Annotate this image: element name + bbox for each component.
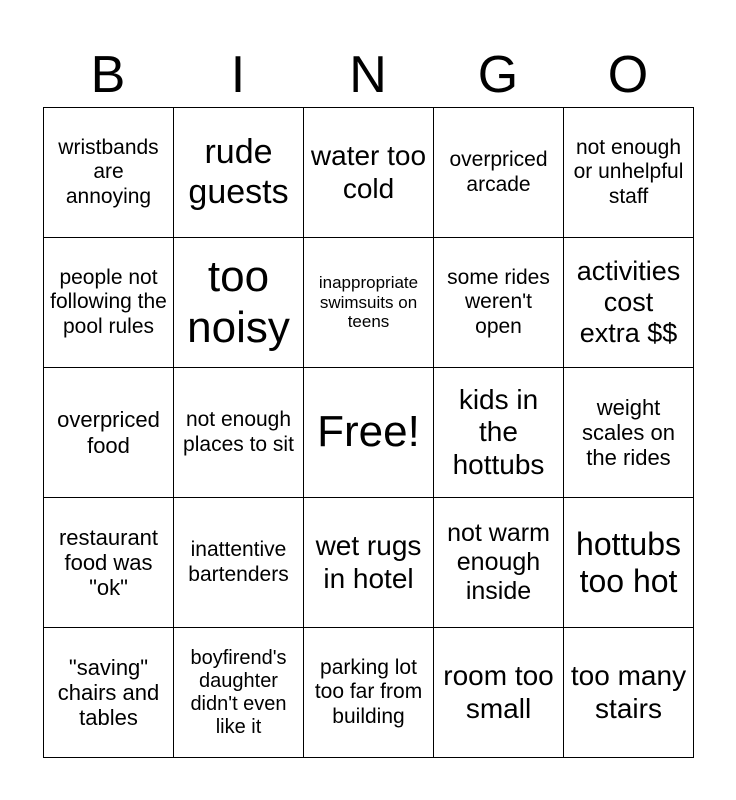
bingo-cell[interactable]: boyfirend's daughter didn't even like it [174, 628, 304, 758]
bingo-cell[interactable]: restaurant food was "ok" [44, 498, 174, 628]
bingo-cell[interactable]: not enough or unhelpful staff [564, 108, 694, 238]
bingo-cell[interactable]: inattentive bartenders [174, 498, 304, 628]
board-row-2 [44, 238, 694, 368]
free-space-cell[interactable]: Free! [304, 368, 434, 498]
bingo-cell[interactable]: too noisy [174, 238, 304, 368]
bingo-cell[interactable]: not enough places to sit [174, 368, 304, 498]
bingo-cell[interactable]: people not following the pool rules [44, 238, 174, 368]
bingo-cell[interactable]: inappropriate swimsuits on teens [304, 238, 434, 368]
bingo-cell[interactable]: water too cold [304, 108, 434, 238]
bingo-cell[interactable]: not warm enough inside [434, 498, 564, 628]
bingo-board [43, 107, 694, 758]
board-row-5 [44, 628, 694, 758]
bingo-cell[interactable]: room too small [434, 628, 564, 758]
bingo-cell[interactable]: wet rugs in hotel [304, 498, 434, 628]
bingo-cell[interactable]: weight scales on the rides [564, 368, 694, 498]
bingo-cell[interactable]: wristbands are annoying [44, 108, 174, 238]
bingo-cell[interactable]: too many stairs [564, 628, 694, 758]
board-row-1 [44, 108, 694, 238]
bingo-cell[interactable]: parking lot too far from building [304, 628, 434, 758]
bingo-cell[interactable]: hottubs too hot [564, 498, 694, 628]
bingo-cell[interactable]: "saving" chairs and tables [44, 628, 174, 758]
bingo-cell[interactable]: overpriced food [44, 368, 174, 498]
bingo-cell[interactable]: kids in the hottubs [434, 368, 564, 498]
header-letter-o: O [607, 46, 649, 104]
header-letter-n: N [349, 46, 387, 104]
header-letter-g: G [477, 46, 519, 104]
header-letter-i: I [230, 46, 246, 104]
header-letter-b: B [90, 46, 126, 104]
board-row-3 [44, 368, 694, 498]
bingo-header [43, 44, 693, 106]
board-row-4 [44, 498, 694, 628]
bingo-cell[interactable]: some rides weren't open [434, 238, 564, 368]
bingo-cell[interactable]: rude guests [174, 108, 304, 238]
bingo-cell[interactable]: overpriced arcade [434, 108, 564, 238]
bingo-cell[interactable]: activities cost extra $$ [564, 238, 694, 368]
